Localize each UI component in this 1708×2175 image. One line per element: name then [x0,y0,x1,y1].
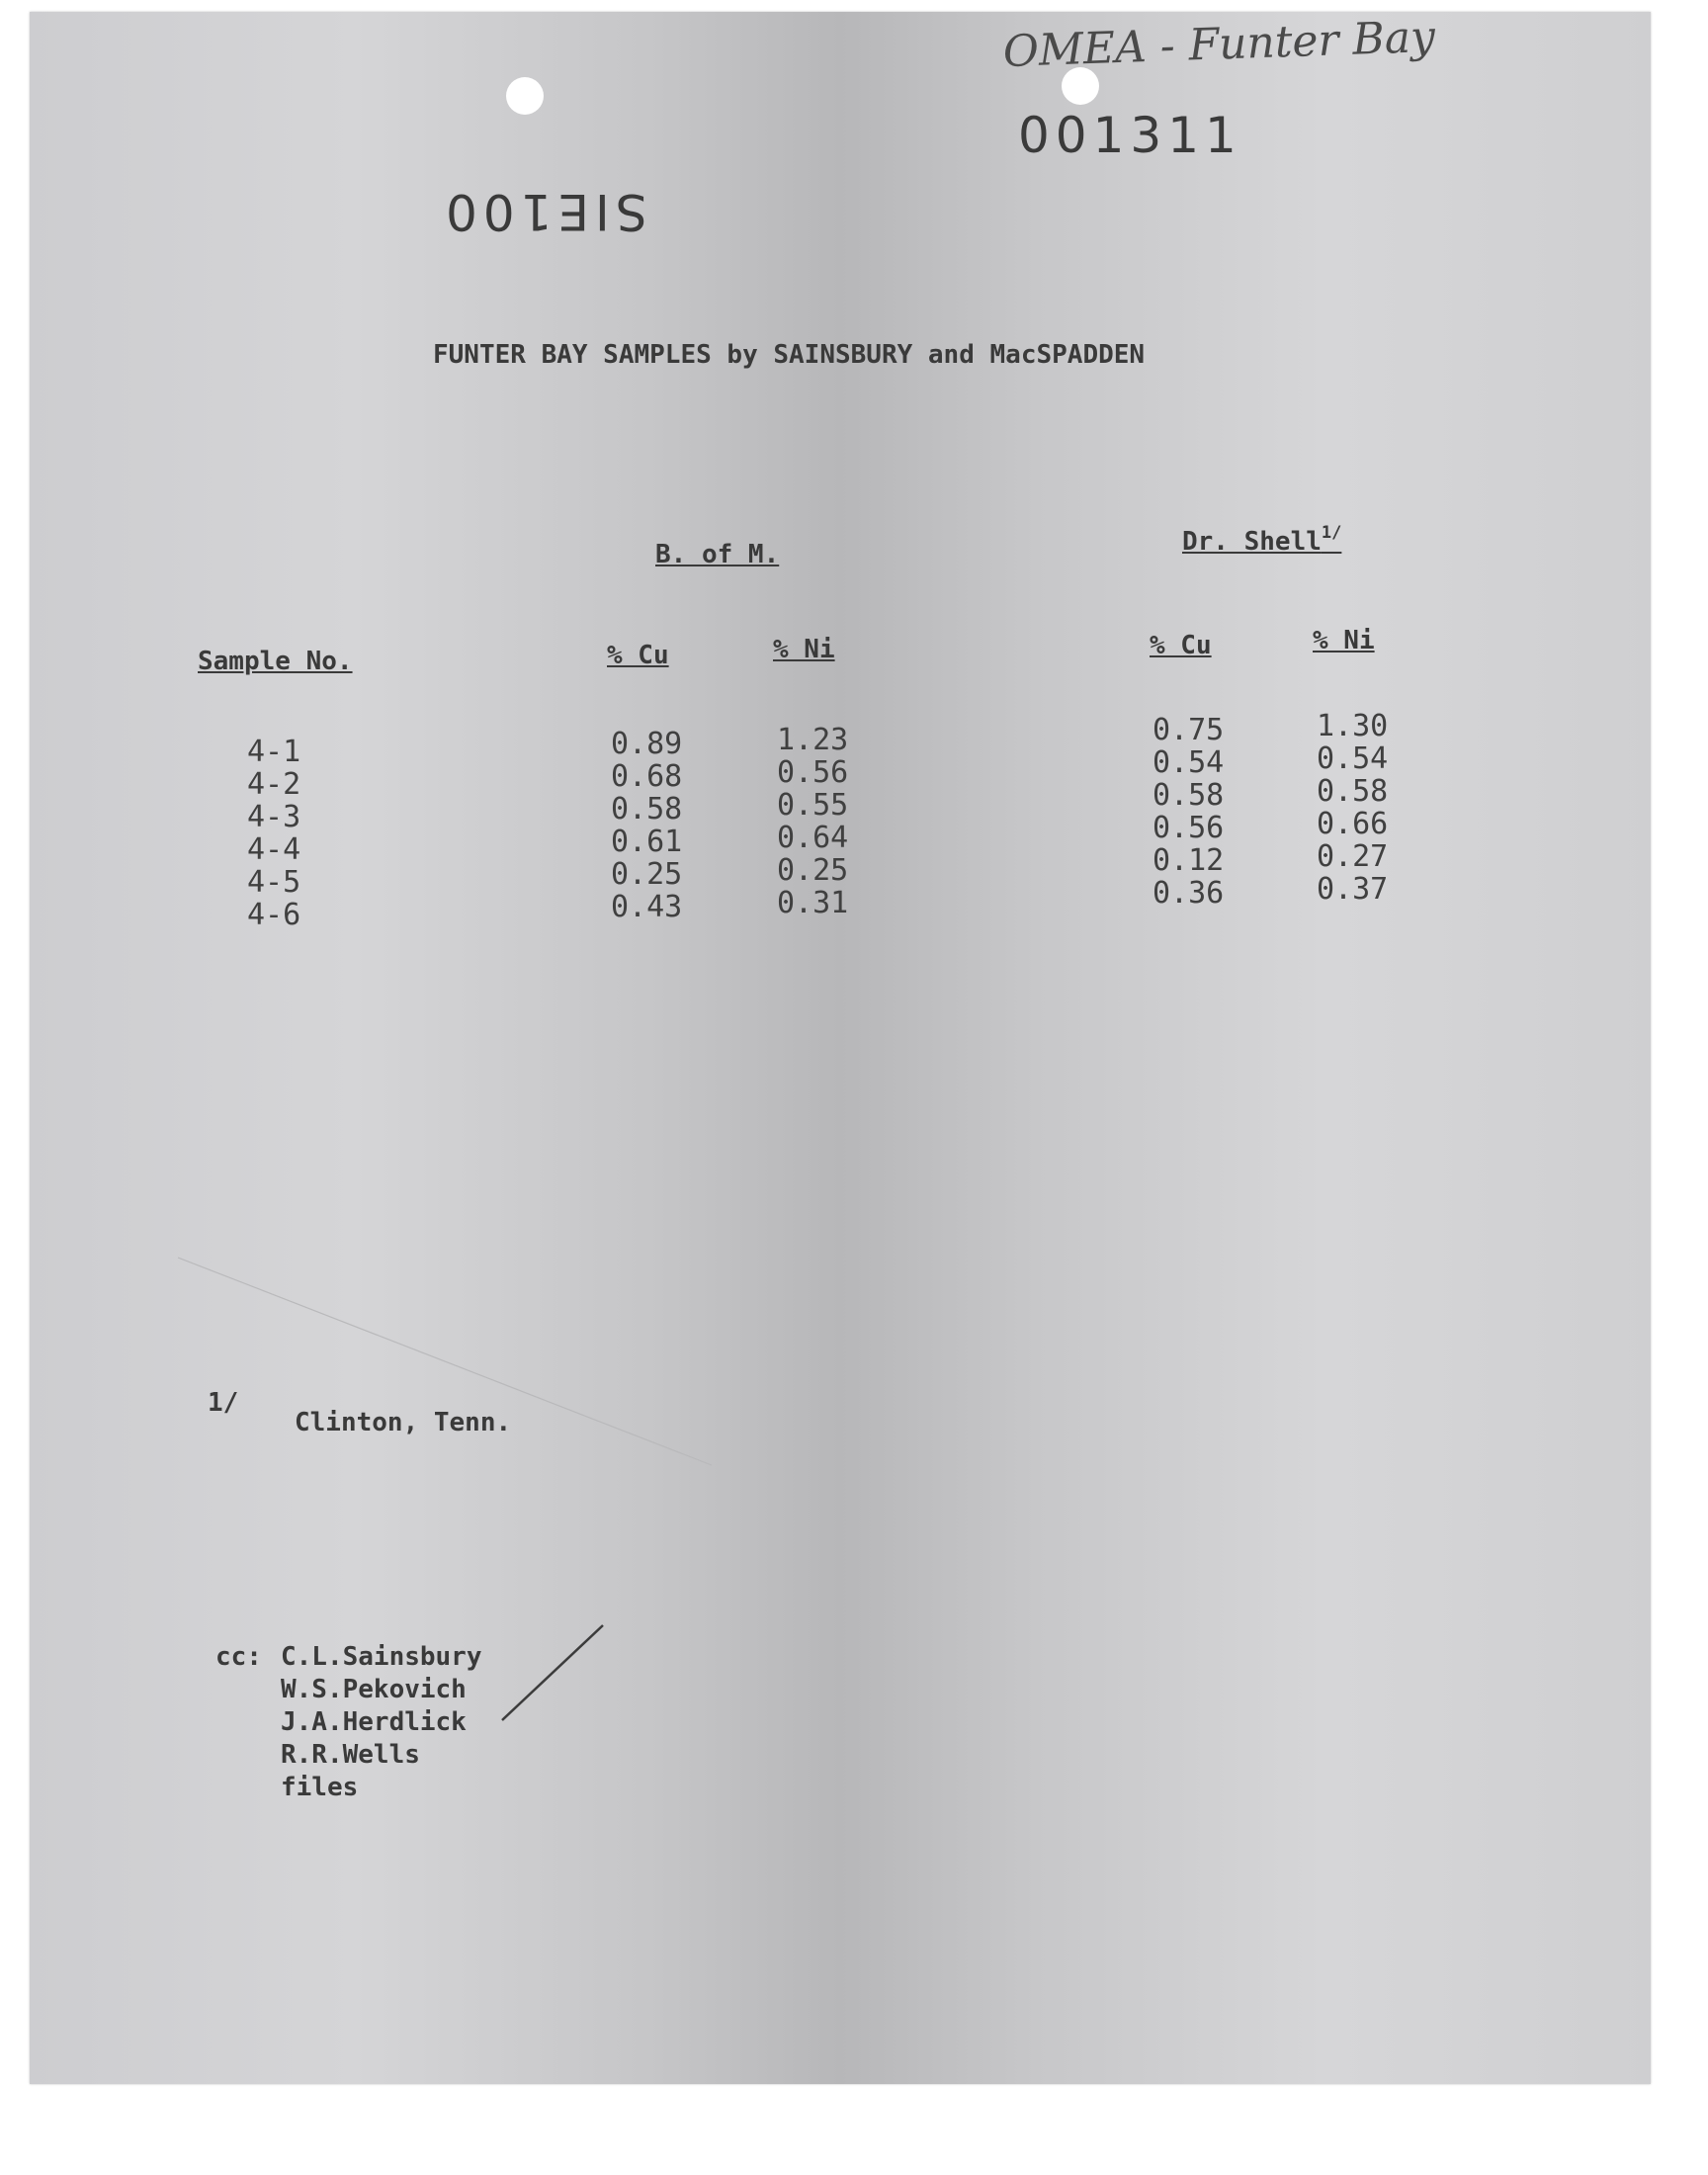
footnote-reference: 1/ [1321,523,1342,543]
column-header-bom-cu: % Cu [607,641,669,670]
table-cell: 0.58 [1153,778,1225,813]
column-header-shell-ni: % Ni [1313,626,1375,655]
table-cell: 4-2 [247,767,301,802]
table-cell: 0.54 [1153,745,1225,780]
table-cell: 0.25 [611,857,683,892]
table-cell: 0.64 [777,821,849,855]
cc-label: cc: [215,1642,262,1672]
footnote-mark: 1/ [208,1388,239,1418]
table-cell: 0.58 [611,792,683,826]
table-cell: 1.23 [777,723,849,757]
column-header-sample-no: Sample No. [198,647,353,676]
cc-name: R.R.Wells [281,1740,420,1770]
bom-cu-column [611,728,682,923]
footnote-text: Clinton, Tenn. [295,1408,512,1437]
handwritten-note: OMEA - Funter Bay [1001,11,1436,78]
cc-name: J.A.Herdlick [281,1707,467,1737]
document-number-left: SIE100 [440,183,647,240]
table-cell: 0.75 [1153,713,1225,747]
table-cell: 4-6 [247,898,301,932]
shell-cu-column [1153,714,1224,910]
document-title: FUNTER BAY SAMPLES by SAINSBURY and MacSPADDEN [433,340,1146,370]
table-cell: 0.66 [1317,807,1389,841]
table-cell: 0.36 [1153,876,1225,911]
table-cell: 0.54 [1317,741,1389,776]
table-cell: 0.27 [1317,839,1389,874]
table-cell: 0.58 [1317,774,1389,809]
table-cell: 0.43 [611,890,683,924]
table-cell: 0.12 [1153,843,1225,878]
document-number-top: 001311 [1018,107,1242,164]
table-cell: 4-3 [247,800,301,834]
bom-ni-column [777,724,848,919]
table-cell: 0.25 [777,853,849,888]
column-header-bom-ni: % Ni [773,635,835,664]
table-cell: 1.30 [1317,709,1389,743]
table-cell: 0.55 [777,788,849,823]
table-cell: 0.68 [611,759,683,794]
cc-name: files [281,1773,359,1802]
group-header-bom: B. of M. [655,540,780,569]
table-cell: 0.61 [611,825,683,859]
cc-list [215,1641,482,1804]
stray-pencil-line [178,1238,731,1495]
table-cell: 0.56 [1153,811,1225,845]
cc-name: W.S.Pekovich [281,1675,467,1704]
column-header-shell-cu: % Cu [1150,631,1212,660]
check-mark [494,1621,623,1730]
cc-name: C.L.Sainsbury [281,1642,482,1672]
table-cell: 4-1 [247,735,301,769]
shell-ni-column [1317,710,1388,906]
table-cell: 0.89 [611,727,683,761]
table-cell: 0.56 [777,755,849,790]
table-cell: 4-5 [247,865,301,900]
table-cell: 0.37 [1317,872,1389,907]
table-cell: 4-4 [247,832,301,867]
punch-hole-left [506,77,544,115]
table-cell: 0.31 [777,886,849,920]
sample-number-column [247,736,300,931]
group-header-dr-shell: Dr. Shell$^{1/}$ [1182,523,1342,557]
